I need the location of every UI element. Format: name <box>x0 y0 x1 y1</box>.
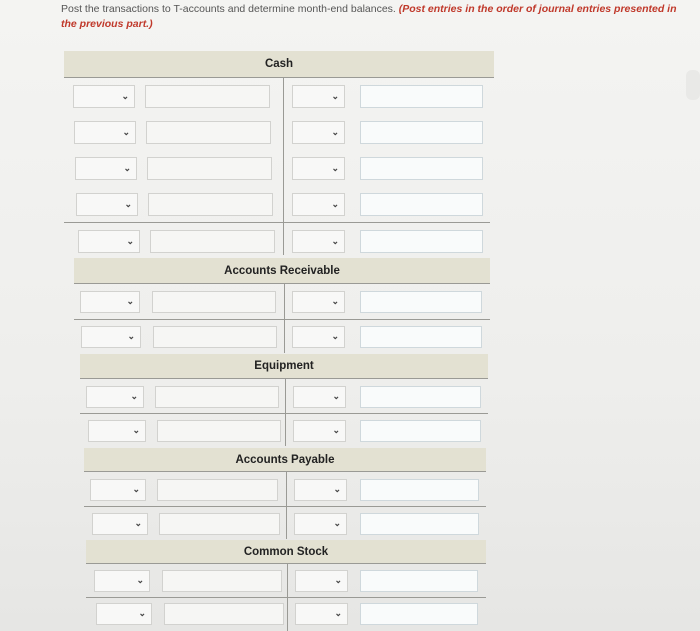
chevron-down-icon: ⌄ <box>127 331 135 342</box>
account-title-cash: Cash <box>64 51 494 78</box>
chevron-down-icon: ⌄ <box>334 575 342 586</box>
screen-glare <box>686 70 700 100</box>
balance-rule <box>64 222 490 223</box>
accounts-payable-debit-ref-select[interactable] <box>90 479 146 501</box>
t-account-rule <box>80 378 488 379</box>
cash-credit-amount-input[interactable] <box>360 193 483 216</box>
equipment-balance-credit-amount[interactable] <box>360 420 481 442</box>
chevron-down-icon: ⌄ <box>130 391 138 402</box>
accounts-receivable-balance-credit-select[interactable] <box>292 326 345 348</box>
t-account-divider <box>285 378 286 446</box>
accounts-receivable-balance-credit-amount[interactable] <box>360 326 482 348</box>
common-stock-balance-credit-amount[interactable] <box>360 603 478 625</box>
equipment-credit-amount-input[interactable] <box>360 386 481 408</box>
accounts-payable-balance-credit-select[interactable] <box>294 513 347 535</box>
balance-rule <box>86 597 486 598</box>
cash-debit-ref-select[interactable] <box>76 193 138 216</box>
t-account-rule <box>86 563 486 564</box>
instructions <box>61 2 691 32</box>
chevron-down-icon: ⌄ <box>126 235 134 246</box>
account-title-equipment: Equipment <box>80 354 488 379</box>
chevron-down-icon: ⌄ <box>332 425 340 436</box>
chevron-down-icon: ⌄ <box>124 198 132 209</box>
accounts-payable-balance-debit-select[interactable] <box>92 513 148 535</box>
cash-balance-debit-amount[interactable] <box>150 230 275 253</box>
chevron-down-icon: ⌄ <box>123 162 131 173</box>
t-account-rule <box>74 283 490 284</box>
t-account-rule <box>64 77 494 78</box>
chevron-down-icon: ⌄ <box>333 484 341 495</box>
equipment-balance-debit-amount[interactable] <box>157 420 281 442</box>
cash-credit-amount-input[interactable] <box>360 157 483 180</box>
chevron-down-icon: ⌄ <box>132 484 140 495</box>
common-stock-balance-debit-select[interactable] <box>96 603 152 625</box>
chevron-down-icon: ⌄ <box>331 198 339 209</box>
cash-credit-amount-input[interactable] <box>360 121 483 144</box>
equipment-debit-amount-input[interactable] <box>155 386 279 408</box>
cash-debit-amount-input[interactable] <box>147 157 272 180</box>
equipment-debit-ref-select[interactable] <box>86 386 144 408</box>
cash-balance-credit-select[interactable] <box>292 230 345 253</box>
account-title-common-stock: Common Stock <box>86 540 486 564</box>
cash-debit-ref-select[interactable] <box>75 157 137 180</box>
chevron-down-icon: ⌄ <box>331 126 339 137</box>
cash-balance-credit-amount[interactable] <box>360 230 483 253</box>
accounts-receivable-credit-amount-input[interactable] <box>360 291 482 313</box>
accounts-receivable-credit-ref-select[interactable] <box>292 291 345 313</box>
accounts-receivable-debit-ref-select[interactable] <box>80 291 140 313</box>
cash-debit-amount-input[interactable] <box>145 85 270 108</box>
account-title-accounts-payable: Accounts Payable <box>84 448 486 472</box>
common-stock-balance-credit-select[interactable] <box>295 603 348 625</box>
chevron-down-icon: ⌄ <box>332 391 340 402</box>
chevron-down-icon: ⌄ <box>331 331 339 342</box>
cash-credit-ref-select[interactable] <box>292 121 345 144</box>
equipment-credit-ref-select[interactable] <box>293 386 346 408</box>
accounts-payable-balance-credit-amount[interactable] <box>360 513 479 535</box>
account-title-accounts-receivable: Accounts Receivable <box>74 258 490 284</box>
accounts-receivable-debit-amount-input[interactable] <box>152 291 276 313</box>
cash-debit-ref-select[interactable] <box>74 121 136 144</box>
accounts-payable-credit-amount-input[interactable] <box>360 479 479 501</box>
common-stock-credit-amount-input[interactable] <box>360 570 478 592</box>
common-stock-credit-ref-select[interactable] <box>295 570 348 592</box>
cash-debit-amount-input[interactable] <box>146 121 271 144</box>
cash-debit-amount-input[interactable] <box>148 193 273 216</box>
chevron-down-icon: ⌄ <box>333 518 341 529</box>
common-stock-debit-ref-select[interactable] <box>94 570 150 592</box>
instructions-hint: (Post entries in the order of journal entries presented in the previous part.) <box>61 3 677 30</box>
accounts-payable-credit-ref-select[interactable] <box>294 479 347 501</box>
balance-rule <box>84 506 486 507</box>
cash-credit-ref-select[interactable] <box>292 85 345 108</box>
equipment-balance-debit-select[interactable] <box>88 420 146 442</box>
chevron-down-icon: ⌄ <box>126 296 134 307</box>
common-stock-balance-debit-amount[interactable] <box>164 603 284 625</box>
common-stock-debit-amount-input[interactable] <box>162 570 282 592</box>
accounts-receivable-balance-debit-amount[interactable] <box>153 326 277 348</box>
equipment-balance-credit-select[interactable] <box>293 420 346 442</box>
accounts-receivable-balance-debit-select[interactable] <box>81 326 141 348</box>
chevron-down-icon: ⌄ <box>331 162 339 173</box>
cash-credit-ref-select[interactable] <box>292 157 345 180</box>
chevron-down-icon: ⌄ <box>136 575 144 586</box>
chevron-down-icon: ⌄ <box>134 518 142 529</box>
cash-debit-ref-select[interactable] <box>73 85 135 108</box>
t-account-divider <box>286 471 287 539</box>
chevron-down-icon: ⌄ <box>121 90 129 101</box>
accounts-payable-balance-debit-amount[interactable] <box>159 513 280 535</box>
chevron-down-icon: ⌄ <box>334 608 342 619</box>
cash-credit-amount-input[interactable] <box>360 85 483 108</box>
chevron-down-icon: ⌄ <box>132 425 140 436</box>
accounts-payable-debit-amount-input[interactable] <box>157 479 278 501</box>
cash-credit-ref-select[interactable] <box>292 193 345 216</box>
chevron-down-icon: ⌄ <box>122 126 130 137</box>
chevron-down-icon: ⌄ <box>331 235 339 246</box>
balance-rule <box>80 413 488 414</box>
instructions-text: Post the transactions to T-accounts and determine month-end balances. <box>61 3 396 15</box>
t-account-divider <box>283 77 284 255</box>
balance-rule <box>74 319 490 320</box>
t-account-divider <box>284 283 285 353</box>
chevron-down-icon: ⌄ <box>331 296 339 307</box>
chevron-down-icon: ⌄ <box>138 608 146 619</box>
cash-balance-debit-select[interactable] <box>78 230 140 253</box>
t-account-rule <box>84 471 486 472</box>
chevron-down-icon: ⌄ <box>331 90 339 101</box>
